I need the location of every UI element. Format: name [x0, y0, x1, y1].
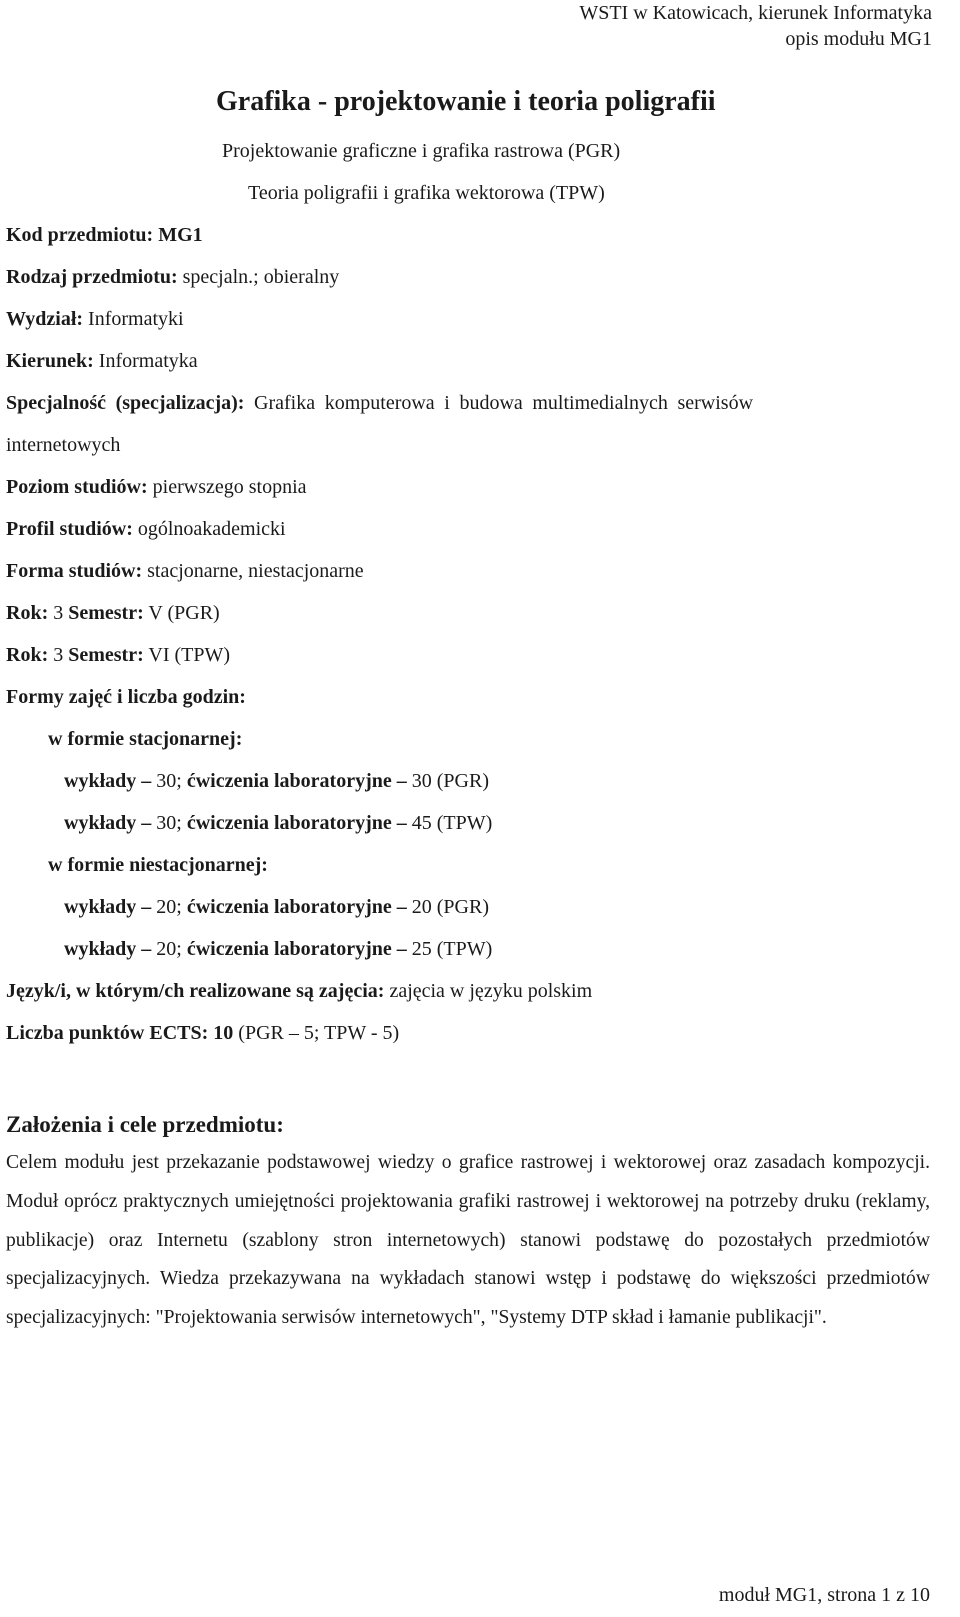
hours-wyklady-value: 30; — [151, 812, 187, 834]
field-kod: Kod przedmiotu: MG1 — [6, 224, 203, 246]
field-rodzaj-label: Rodzaj przedmiotu: — [6, 266, 178, 288]
field-semestr-value: V (PGR) — [143, 602, 220, 624]
field-formy-zajec: Formy zajęć i liczba godzin: — [6, 686, 246, 708]
hours-cwiczenia-value: 30 (PGR) — [406, 770, 489, 792]
field-jezyk — [6, 980, 592, 1003]
field-kierunek-label: Kierunek: — [6, 350, 94, 372]
field-specjalnosc-cont: internetowych — [6, 434, 121, 456]
field-ects-label: Liczba punktów ECTS: 10 — [6, 1022, 234, 1044]
hours-wyklady-value: 20; — [151, 938, 187, 960]
field-poziom-value: pierwszego stopnia — [147, 476, 307, 498]
hours-cwiczenia-label: ćwiczenia laboratoryjne – — [186, 770, 407, 792]
section-title-zalozenia: Założenia i cele przedmiotu: — [6, 1112, 284, 1137]
field-profil — [6, 518, 286, 541]
hours-cwiczenia-value: 20 (PGR) — [406, 896, 489, 918]
field-rok-value: 3 — [48, 644, 69, 666]
field-specjalnosc-label: Specjalność (specjalizacja): — [6, 392, 245, 414]
hours-wyklady-label: wykłady – — [64, 938, 152, 960]
field-forma-label: Forma studiów: — [6, 560, 143, 582]
section-paragraph: Celem modułu jest przekazanie podstawowej wiedzy o grafice rastrowej i wektorowej oraz zasadach kompozycji. Moduł oprócz praktycznych umiejętności projektowania grafiki rastrowej i wektorowej na potrzeby druku (reklamy, publikacje) oraz Internetu (szablony stron internetowych) stanowi podstawę do pozostałych przedmiotów specjalizacyjnych. Wiedza przekazywana na wykładach stanowi wstęp i podstawę do większości przedmiotów specjalizacyjnych: "Projektowania serwisów internetowych", "Systemy DTP skład i łamanie publikacji". — [6, 1152, 930, 1329]
subtitle-pgr: Projektowanie graficzne i grafika rastrowa (PGR) — [222, 140, 621, 162]
field-kierunek — [6, 350, 198, 373]
field-rok-label: Rok: — [6, 644, 49, 666]
field-semestr-label: Semestr: — [68, 602, 144, 624]
field-ects — [6, 1022, 399, 1045]
field-wydzial — [6, 308, 184, 331]
field-ects-value: (PGR – 5; TPW - 5) — [233, 1022, 400, 1044]
hours-wyklady-label: wykłady – — [64, 896, 152, 918]
field-kierunek-value: Informatyka — [93, 350, 198, 372]
hours-stacjonarne-label: w formie stacjonarnej: — [48, 728, 243, 750]
header-module: opis modułu MG1 — [785, 28, 932, 50]
hours-row — [64, 812, 492, 835]
page-title: Grafika - projektowanie i teoria poligrafii — [216, 86, 716, 117]
hours-wyklady-value: 20; — [151, 896, 187, 918]
field-rok-label: Rok: — [6, 602, 49, 624]
hours-wyklady-label: wykłady – — [64, 812, 152, 834]
hours-cwiczenia-value: 25 (TPW) — [406, 938, 493, 960]
field-rok-semestr-tpw — [6, 644, 230, 667]
field-jezyk-value: zajęcia w języku polskim — [384, 980, 593, 1002]
field-poziom — [6, 476, 307, 499]
field-profil-label: Profil studiów: — [6, 518, 133, 540]
field-wydzial-value: Informatyki — [83, 308, 184, 330]
hours-wyklady-label: wykłady – — [64, 770, 152, 792]
hours-cwiczenia-value: 45 (TPW) — [406, 812, 493, 834]
field-profil-value: ogólnoakademicki — [132, 518, 286, 540]
hours-niestacjonarne-label: w formie niestacjonarnej: — [48, 854, 268, 876]
field-wydzial-label: Wydział: — [6, 308, 84, 330]
field-forma-value: stacjonarne, niestacjonarne — [142, 560, 364, 582]
field-specjalnosc — [6, 392, 753, 415]
header-institution: WSTI w Katowicach, kierunek Informatyka — [579, 2, 932, 24]
field-forma — [6, 560, 364, 583]
hours-row — [64, 938, 492, 961]
hours-row — [64, 896, 489, 919]
field-rok-value: 3 — [48, 602, 69, 624]
hours-row — [64, 770, 489, 793]
field-poziom-label: Poziom studiów: — [6, 476, 148, 498]
hours-cwiczenia-label: ćwiczenia laboratoryjne – — [186, 812, 407, 834]
hours-cwiczenia-label: ćwiczenia laboratoryjne – — [186, 896, 407, 918]
field-rodzaj-value: specjaln.; obieralny — [177, 266, 340, 288]
field-rodzaj — [6, 266, 339, 289]
hours-wyklady-value: 30; — [151, 770, 187, 792]
subtitle-tpw: Teoria poligrafii i grafika wektorowa (TPW) — [248, 182, 605, 204]
field-jezyk-label: Język/i, w którym/ch realizowane są zajęcia: — [6, 980, 385, 1002]
field-rok-semestr-pgr — [6, 602, 220, 625]
field-specjalnosc-value: Grafika komputerowa i budowa multimedialnych serwisów — [244, 392, 754, 414]
field-semestr-value: VI (TPW) — [143, 644, 231, 666]
page-footer: moduł MG1, strona 1 z 10 — [718, 1584, 930, 1606]
hours-cwiczenia-label: ćwiczenia laboratoryjne – — [186, 938, 407, 960]
field-semestr-label: Semestr: — [68, 644, 144, 666]
